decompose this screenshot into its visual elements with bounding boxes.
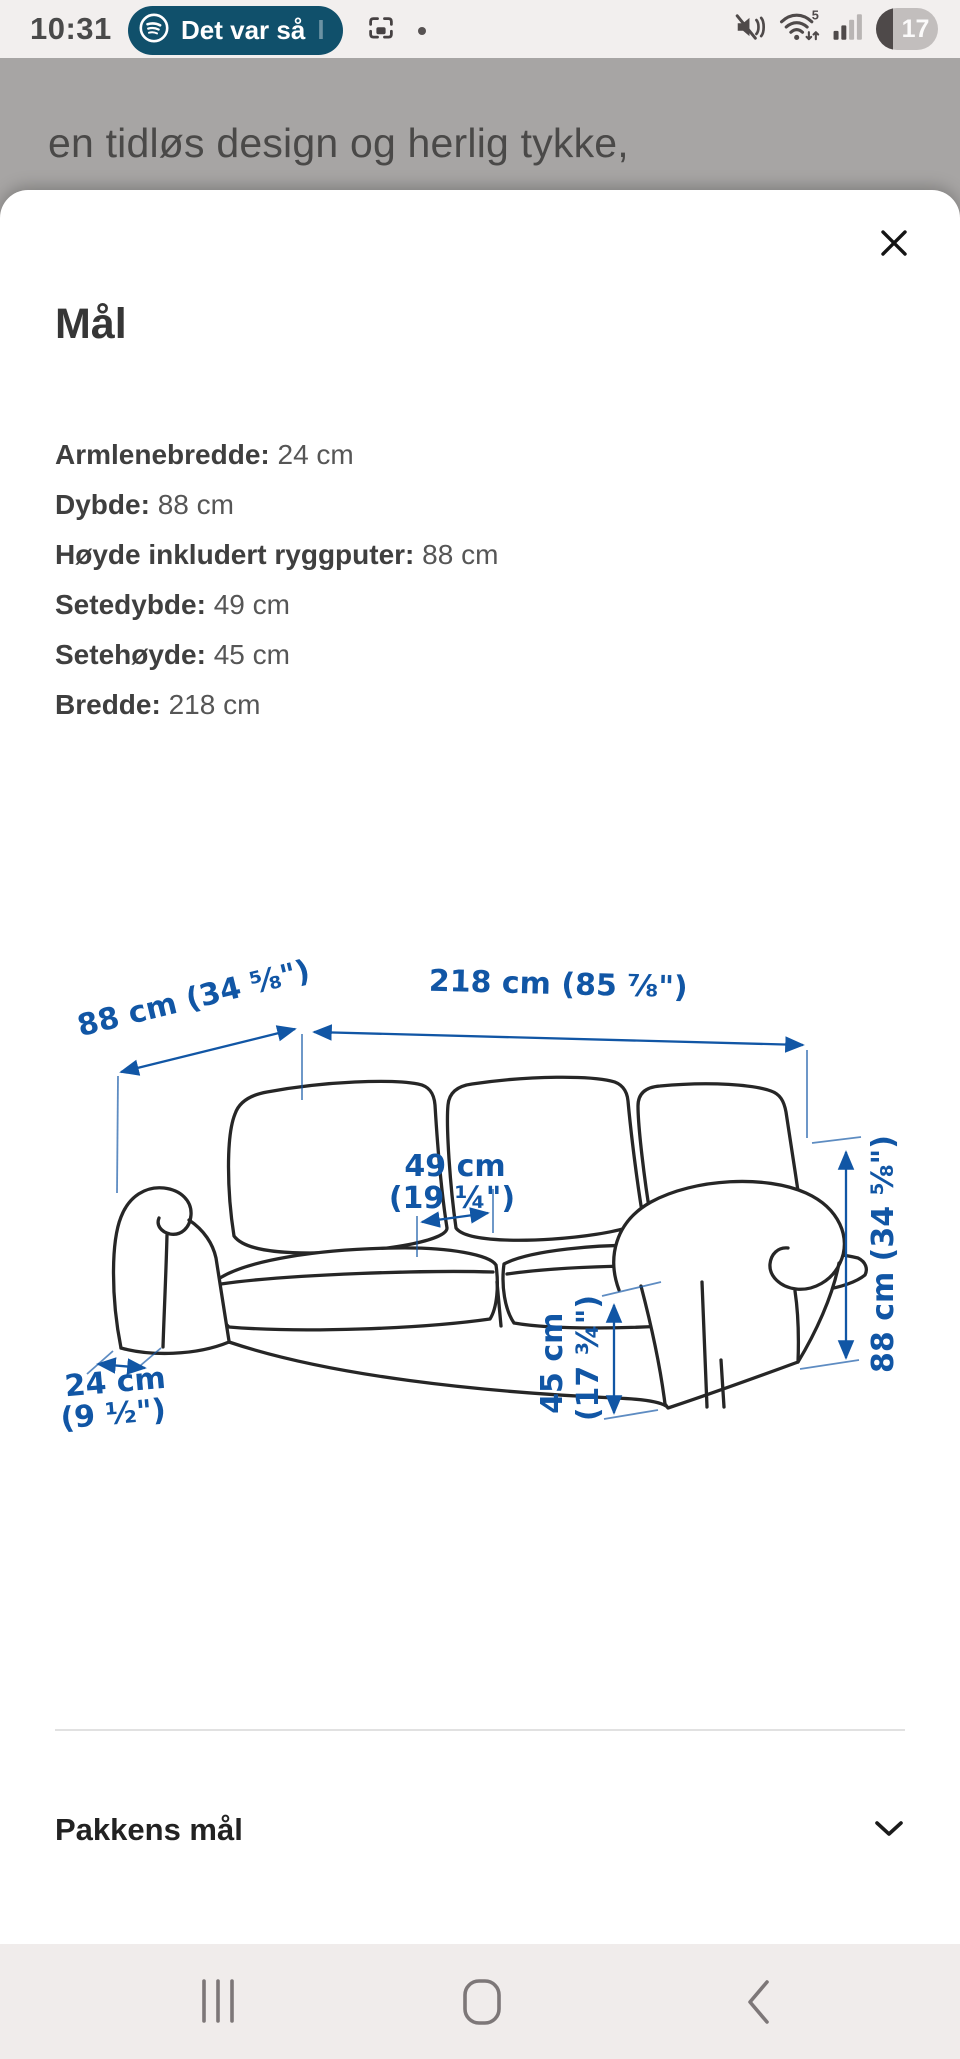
home-icon [462, 2014, 502, 2029]
notification-dot [418, 27, 426, 35]
home-button[interactable] [462, 1978, 502, 2029]
seat-depth-label-line2: (19 ¼") [388, 1181, 516, 1216]
wifi-badge: 5 [811, 8, 819, 22]
height-dimension-label: 88 cm (34 ⅝") [866, 1135, 901, 1373]
width-dimension-label: 218 cm (85 ⅞") [428, 963, 689, 1006]
measurement-row [55, 630, 498, 680]
status-bar [0, 0, 960, 58]
recents-button[interactable] [196, 1978, 240, 2027]
measurement-list [55, 430, 498, 730]
screen-capture-icon [366, 14, 396, 49]
wifi-icon [778, 9, 820, 50]
signal-icon [831, 12, 865, 47]
status-icons [733, 0, 938, 58]
measurement-row [55, 580, 498, 630]
accordion-label: Pakkens mål [55, 1812, 243, 1847]
measurement-value: 88 cm [157, 489, 234, 520]
sofa-drawing [114, 1077, 867, 1408]
seat-depth-label-line1: 49 cm [404, 1149, 506, 1184]
arm-width-label-line1: 24 cm [63, 1360, 168, 1405]
measurement-label: Bredde: [55, 689, 161, 720]
battery-percent: 17 [901, 14, 930, 43]
recents-icon [196, 2012, 240, 2027]
accordion-pakkens-mal[interactable] [55, 1790, 905, 1870]
spotify-media-pill[interactable] [128, 6, 343, 55]
measurement-row [55, 680, 498, 730]
modal-title: Mål [55, 300, 127, 348]
measurement-row [55, 430, 498, 480]
measurement-row [55, 530, 498, 580]
depth-dimension-label: 88 cm (34 ⅝") [74, 953, 314, 1045]
measurement-label: Dybde: [55, 489, 150, 520]
measurement-row [55, 480, 498, 530]
chevron-down-icon [873, 1819, 905, 1842]
measurement-label: Høyde inkludert ryggputer: [55, 539, 415, 570]
clock: 10:31 [30, 11, 112, 46]
mute-vibrate-icon [733, 11, 767, 48]
close-icon [875, 250, 913, 265]
measurement-value: 45 cm [213, 639, 290, 670]
battery-icon [876, 8, 938, 50]
media-pill-truncated-text: l [317, 15, 325, 45]
measurement-label: Armlenebredde: [55, 439, 270, 470]
arm-width-label-line2: (9 ½") [59, 1392, 168, 1437]
measurement-label: Setedybde: [55, 589, 206, 620]
back-icon [744, 2014, 772, 2029]
close-button[interactable] [872, 222, 916, 266]
seat-height-label: 45 cm (17 ¾") [535, 1294, 606, 1422]
measurement-value: 49 cm [213, 589, 290, 620]
measurements-modal [0, 190, 960, 1944]
section-divider [55, 1729, 905, 1731]
measurement-value: 218 cm [168, 689, 261, 720]
battery-level-fill [876, 8, 893, 50]
measurement-label: Setehøyde: [55, 639, 206, 670]
spotify-icon [137, 11, 171, 50]
media-pill-title: Det var så [181, 15, 306, 45]
sofa-dimension-diagram [0, 930, 960, 1470]
background-paragraph-line: en tidløs design og herlig tykke, [48, 120, 629, 166]
android-nav-bar [0, 1944, 960, 2059]
measurement-value: 88 cm [422, 539, 499, 570]
back-button[interactable] [744, 1978, 772, 2029]
measurement-value: 24 cm [277, 439, 354, 470]
